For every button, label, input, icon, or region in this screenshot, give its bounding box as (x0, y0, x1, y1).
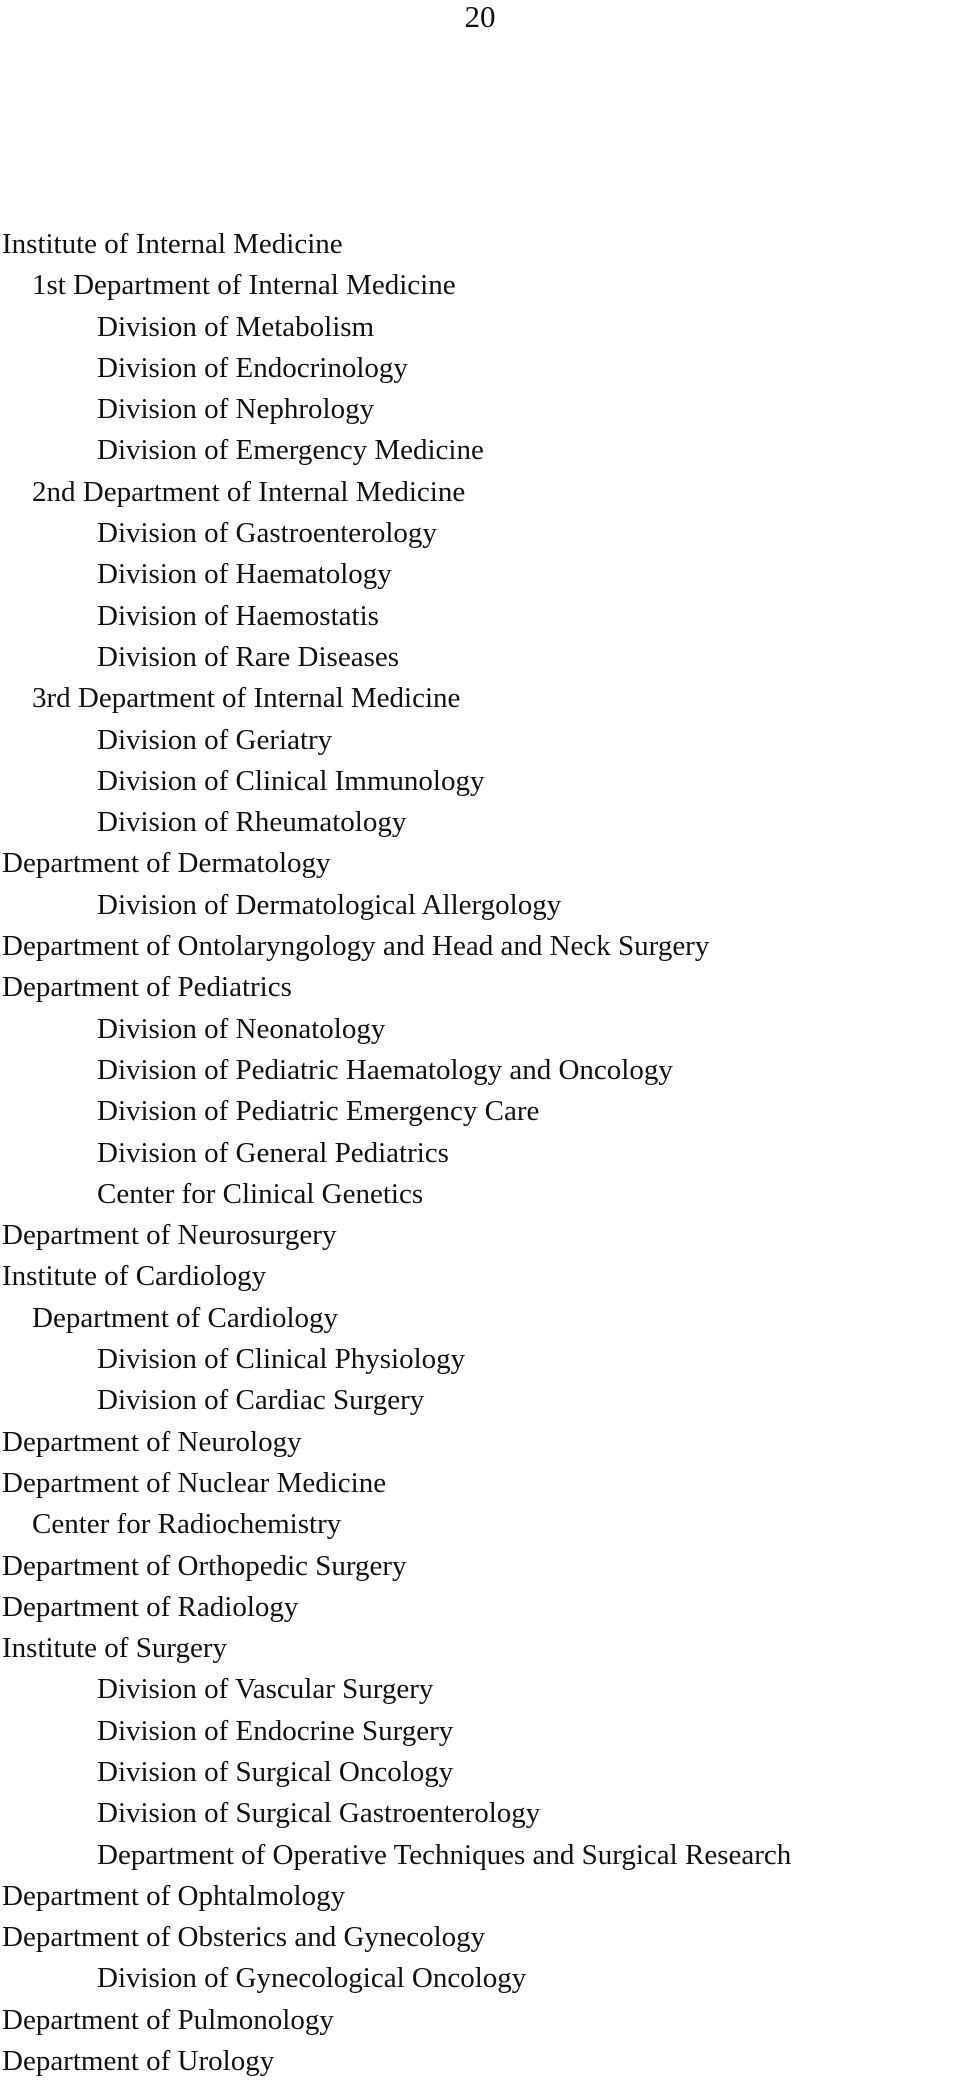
list-item: Center for Clinical Genetics (97, 1177, 424, 1210)
list-item: Institute of Internal Medicine (2, 228, 343, 260)
list-item: Department of Nuclear Medicine (2, 1466, 387, 1499)
list-item: Division of Endocrinology (97, 351, 408, 384)
department-list (2, 224, 791, 2082)
list-item: Department of Orthopedic Surgery (2, 1549, 407, 1582)
list-item: Division of Nephrology (97, 393, 375, 426)
list-item: Department of Ontolaryngology and Head and Neck Surgery (2, 930, 710, 963)
list-item: Division of Clinical Immunology (97, 764, 485, 797)
list-item: Division of General Pediatrics (97, 1136, 449, 1169)
list-item: Department of Obsterics and Gynecology (2, 1921, 486, 1954)
list-item: Department of Neurosurgery (2, 1219, 337, 1252)
list-item: Department of Neurology (2, 1425, 302, 1458)
list-item: Department of Cardiology (32, 1301, 339, 1334)
list-item: Division of Metabolism (97, 310, 375, 343)
list-item: Center for Radiochemistry (32, 1508, 342, 1541)
list-item: Division of Gynecological Oncology (97, 1962, 527, 1995)
list-item: Division of Vascular Surgery (97, 1673, 434, 1706)
list-item: Division of Surgical Gastroenterology (97, 1797, 541, 1830)
list-item: 1st Department of Internal Medicine (32, 269, 456, 302)
list-item: Department of Operative Techniques and Surgical Research (97, 1838, 792, 1871)
list-item: Division of Surgical Oncology (97, 1755, 454, 1788)
list-item: Division of Emergency Medicine (97, 434, 484, 467)
list-item: Department of Radiology (2, 1590, 299, 1623)
list-item: Department of Urology (2, 2045, 275, 2078)
list-item: Division of Pediatric Haematology and Oncology (97, 1053, 673, 1086)
list-item: Division of Endocrine Surgery (97, 1714, 454, 1747)
list-item: Division of Rheumatology (97, 806, 407, 839)
list-item: Division of Rare Diseases (97, 640, 400, 673)
list-item: Division of Dermatological Allergology (97, 888, 562, 921)
list-item: Department of Ophtalmology (2, 1879, 346, 1912)
list-item: Institute of Cardiology (2, 1260, 267, 1293)
list-item: Department of Pulmonology (2, 2003, 334, 2036)
list-item: Department of Pediatrics (2, 971, 292, 1004)
list-item: Division of Pediatric Emergency Care (97, 1095, 540, 1128)
list-item: 3rd Department of Internal Medicine (32, 682, 461, 715)
list-item: Division of Neonatology (97, 1012, 386, 1045)
list-item: Division of Haemostatis (97, 599, 379, 632)
list-item: Division of Gastroenterology (97, 517, 437, 550)
list-item: Institute of Surgery (2, 1632, 227, 1665)
list-item: 2nd Department of Internal Medicine (32, 475, 466, 508)
list-item: Division of Haematology (97, 558, 392, 591)
page-number: 20 (464, 0, 496, 34)
list-item: Department of Dermatology (2, 847, 331, 880)
list-item: Division of Cardiac Surgery (97, 1384, 425, 1417)
list-item: Division of Clinical Physiology (97, 1343, 466, 1376)
list-item: Division of Geriatry (97, 723, 333, 756)
